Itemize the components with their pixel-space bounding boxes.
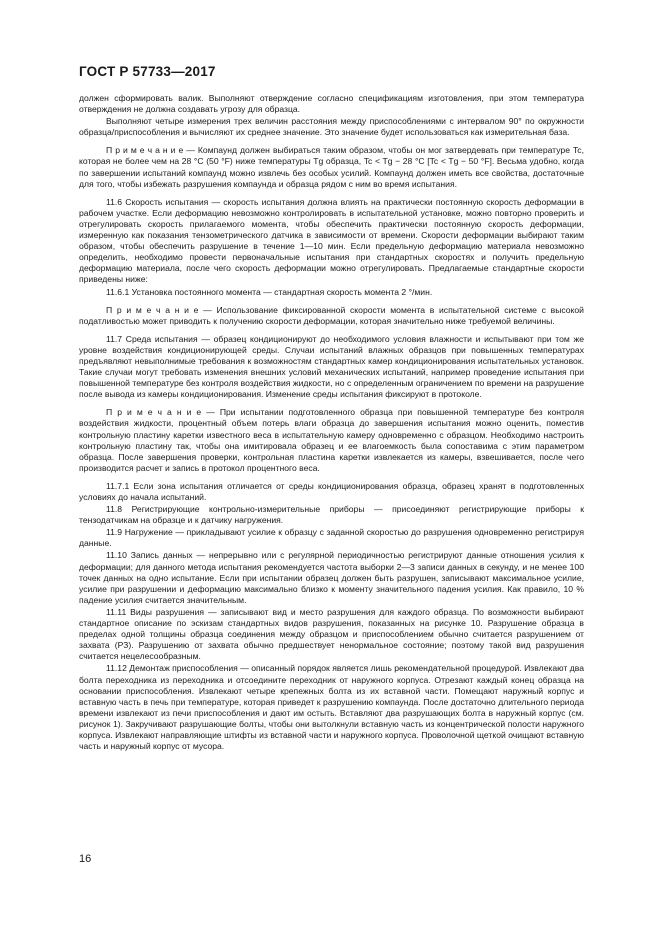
paragraph: должен сформировать валик. Выполняют отверждение согласно спецификациям изготовления, при этом температура отверждения не должна создавать угрозу для образца. [79,93,584,115]
paragraph: 11.8 Регистрирующие контрольно-измерительные приборы — присоединяют регистрирующие приборы к тензодатчикам на образце и к датчику нагружения. [79,504,584,526]
paragraph: 11.9 Нагружение — прикладывают усилие к образцу с заданной скоростью до разрушения одновременно регистрируя данные. [79,527,584,549]
paragraph: 11.12 Демонтаж приспособления — описанный порядок является лишь рекомендательной процедурой. Извлекают два болта переходника из переходника и отсоедините переходник от наружного корпуса. Отрезают каждый конец образца на основании приспособления. Извлекают четыре крепежных болта из их вставной части. Помещают наружный корпус и вставную часть в печь при температуре, которая приведет к разрушению компаунда. После достаточно длительного периода времени извлекают из печи приспособления и дают им остыть. Вставляют два разрушающих болта в наружный корпус (см. рисунок 1). Закручивают разрушающие болты, чтобы они вытолкнули вставную часть из концентрической полости наружного корпуса. Извлекают направляющие штифты из вставной части и наружного корпуса. Проволочной щеткой очищают вставную часть и наружный корпус от мусора. [79,663,584,752]
paragraph: 11.6 Скорость испытания — скорость испытания должна влиять на практически постоянную скорость деформации в рабочем участке. Если деформацию невозможно контролировать в испытательной установке, можно повторно проверить и отрегулировать скорость прилагаемого момента, чтобы обеспечить практически постоянную скорость деформации, измеренную как показания тензометрического датчика в зависимости от времени. Скорости деформации выбирают таким образом, чтобы обеспечить разрушение в течение 1—10 мин. Если предельную деформацию материала невозможно определить, необходимо провести первоначальные испытания при стандартных скоростях и получить предельную деформацию материала, после чего скорость деформации можно отрегулировать. Предлагаемые стандартные скорости приведены ниже: [79,196,584,285]
paragraph: 11.11 Виды разрушения — записывают вид и место разрушения для каждого образца. По возможности выбирают стандартное описание по эскизам стандартных видов разрушения, показанных на рисунке 10. Разрушение образца в пределах одной толщины образца соединения между образцом и приспособлением обычно считается разрушением от захвата (РЗ). Разрушению от захвата обычно предшествует ненормальное состояние; поэтому такой вид разрушения считается нецелесообразным. [79,606,584,662]
paragraph: П р и м е ч а н и е — При испытании подготовленного образца при повышенной температуре без контроля воздействия жидкости, процентный объем потерь влаги образца до завершения испытания можно оценить, поместив контрольную пластину каретки известного веса в испытательную камеру одновременно с образцом. Необходимо настроить контрольную пластину так, чтобы она имитировала образец и ее влагоемкость была сопоставима с этим параметром образца. После завершения проверки, контрольная пластина каретки извлекается из камеры, взвешивается, после чего производится расчет и запись в протокол процентного веса. [79,407,584,473]
standard-header: ГОСТ Р 57733—2017 [79,64,216,79]
page-number: 16 [79,853,92,865]
document-body [79,93,584,753]
paragraph: П р и м е ч а н и е — Компаунд должен выбираться таким образом, чтобы он мог затвердевать при температуре Tc, которая не более чем на 28 °C (50 °F) ниже температуры Tg образца, Tc < Tg − 28 °C [Tc < Tg − 50 °F]. Весьма удобно, когда по завершении испытаний компаунд можно извлечь без особых усилий. Компаунд должен иметь все свойства, достаточные для того, чтобы избежать разрушения компаунда и образца рядом с ним во время испытания. [79,145,584,189]
paragraph: П р и м е ч а н и е — Использование фиксированной скорости момента в испытательной системе с высокой податливостью может приводить к получению скорости деформации, которая значительно ниже требуемой величины. [79,304,584,326]
paragraph: Выполняют четыре измерения трех величин расстояния между приспособлениями с интервалом 90° по окружности образца/приспособления и вычисляют их среднее значение. Это значение будет использоваться как измерительная база. [79,116,584,138]
paragraph: 11.10 Запись данных — непрерывно или с регулярной периодичностью регистрируют данные отношения усилия к деформации; для данного метода испытания рекомендуется частота выборки 2—3 записи данных в секунду, и не менее 100 точек данных на одно испытание. Если при испытании образец должен быть разрушен, записывают максимальное усилие, усилие при разрушении и деформацию максимально близко к моменту значительного падения усилия. Как правило, 10 % падение усилия считается значительным. [79,550,584,605]
paragraph: 11.7.1 Если зона испытания отличается от среды кондиционирования образца, образец хранят в подготовленных условиях до начала испытаний. [79,480,584,502]
paragraph: 11.7 Среда испытания — образец кондиционируют до необходимого условия влажности и испытывают при том же уровне воздействия кондиционирующей среды. Случаи испытаний влажных образцов при повышенных температурах предъявляют невыполнимые требования к возможностям стандартных камер кондиционирования испытательных установок. Такие случаи могут требовать изменения внешних условий механических испытаний, например проведение испытания при повышенной температуре без контроля воздействия жидкости, но с определенным ограничением по времени на разрушение после вывода из камеры кондиционирования. Изменение среды испытания фиксируют в протоколе. [79,333,584,400]
paragraph: 11.6.1 Установка постоянного момента — стандартная скорость момента 2 °/мин. [106,286,433,297]
